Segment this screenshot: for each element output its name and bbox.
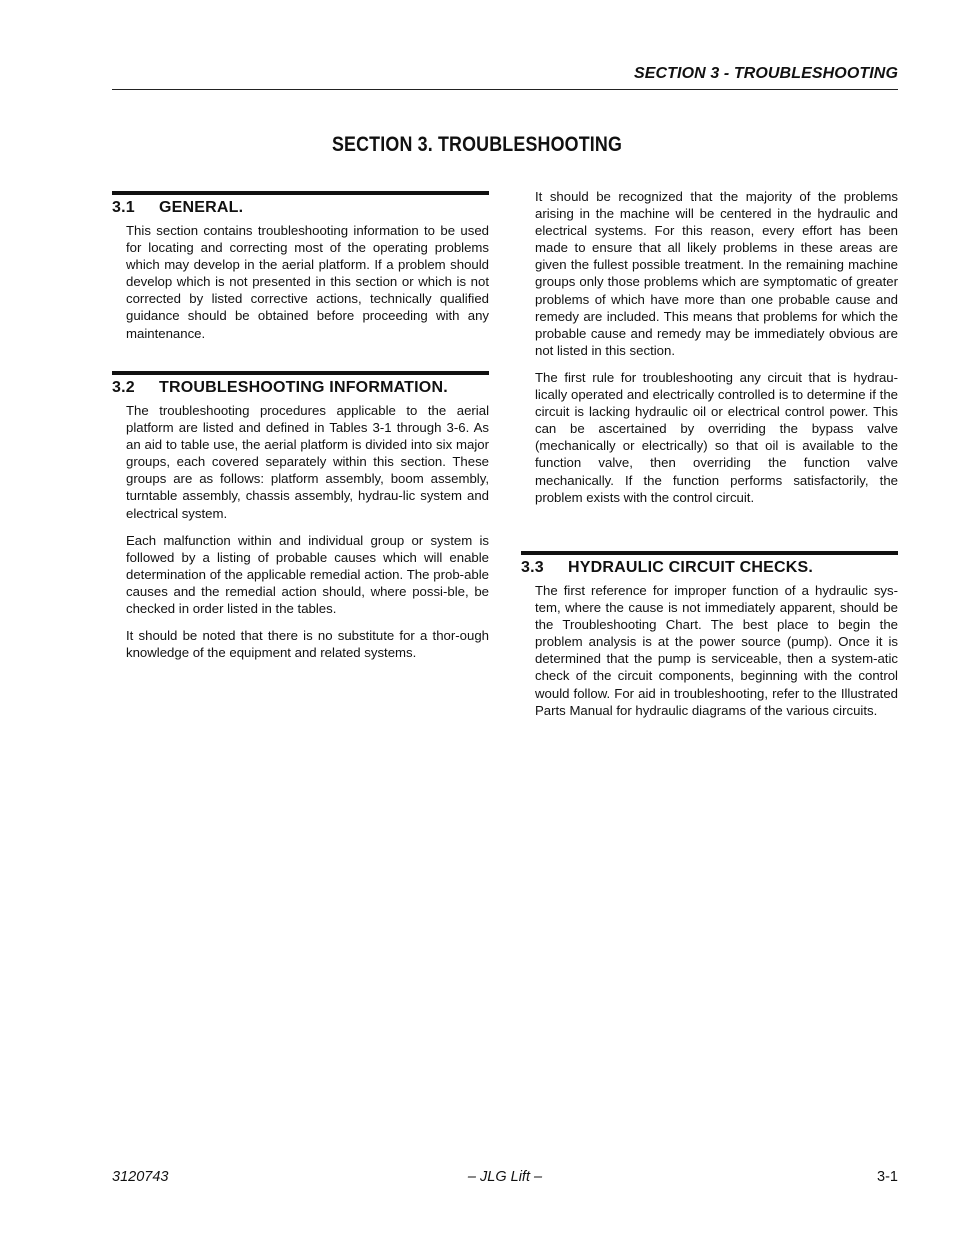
section-number: 3.2 [112, 379, 135, 396]
paragraph: The troubleshooting procedures applicable to the aerial platform are listed and defined in Tables 3-1 through 3-6. As an aid to table use, the aerial platform is divided into six major groups, each covered separately within this section. These groups are as follows: platform assembly, boom assembly, turntable assembly, chassis assembly, hydrau-lic system and electrical system. [126, 403, 489, 521]
section-3-3 [521, 551, 898, 719]
section-heading [521, 558, 898, 578]
paragraph: The first reference for improper function of a hydraulic sys-tem, where the cause is not immediately apparent, should be the Troubleshooting Chart. The best place to begin the problem analysis is at the power source (pump). Once it is determined that the pump is serviceable, then a system-atic check of the circuit components, beginning with the control would follow. For aid in troubleshooting, refer to the Illustrated Parts Manual for hydraulic diagrams of the various circuits. [535, 583, 898, 718]
section-heading [112, 198, 489, 218]
section-number: 3.3 [521, 559, 544, 576]
section-3-2 [112, 371, 489, 661]
header-title: SECTION 3 - TROUBLESHOOTING [633, 65, 898, 82]
page-header [112, 64, 898, 90]
section-title: GENERAL. [159, 199, 244, 216]
paragraph: It should be noted that there is no substitute for a thor-ough knowledge of the equipment and related systems. [126, 628, 489, 661]
publisher-name: – JLG Lift – [467, 1169, 543, 1185]
document-number: 3120743 [112, 1169, 169, 1185]
section-rule [112, 371, 489, 375]
section-continuation [521, 188, 898, 506]
section-title: HYDRAULIC CIRCUIT CHECKS. [568, 559, 813, 576]
section-3-1 [112, 191, 489, 342]
paragraph: The first rule for troubleshooting any circuit that is hydrau-lically operated and electrically controlled is to determine if the circuit is lacking hydraulic oil or electrical control power. This can be ascertained by overriding the bypass valve (mechanically or electrically) so that oil is available to the function valve, then overriding the function valve mechanically. If the function performs satisfactorily, the problem exists with the control circuit. [535, 369, 898, 505]
page-footer [112, 1169, 898, 1189]
paragraph: This section contains troubleshooting information to be used for locating and correcting most of the operating problems which may develop in the aerial platform. If a problem should develop which is not presented in this section or which is not corrected by listed corrective actions, technically qualified guidance should be obtained before proceeding with any maintenance. [126, 223, 489, 341]
paragraph: Each malfunction within and individual group or system is followed by a listing of probable causes which will enable determination of the applicable remedial action. The prob-able causes and the remedial action should, where possi-ble, be checked in order listed in the tables. [126, 532, 489, 617]
section-title: TROUBLESHOOTING INFORMATION. [159, 379, 448, 396]
section-heading [112, 378, 489, 398]
section-number: 3.1 [112, 199, 135, 216]
section-rule [112, 191, 489, 195]
page-title: SECTION 3. TROUBLESHOOTING [331, 133, 623, 156]
section-rule [521, 551, 898, 555]
page-number: 3-1 [877, 1169, 898, 1185]
paragraph: It should be recognized that the majority of the problems arising in the machine will be centered in the hydraulic and electrical systems. For this reason, every effort has been made to ensure that all likely problems in these areas are given the fullest possible treatment. In the remaining machine groups only those problems which are symptomatic of greater problems of which have more than one probable cause and remedy are included. This means that problems for which the probable cause and remedy may be immediately obvious are not listed in this section. [535, 189, 898, 358]
